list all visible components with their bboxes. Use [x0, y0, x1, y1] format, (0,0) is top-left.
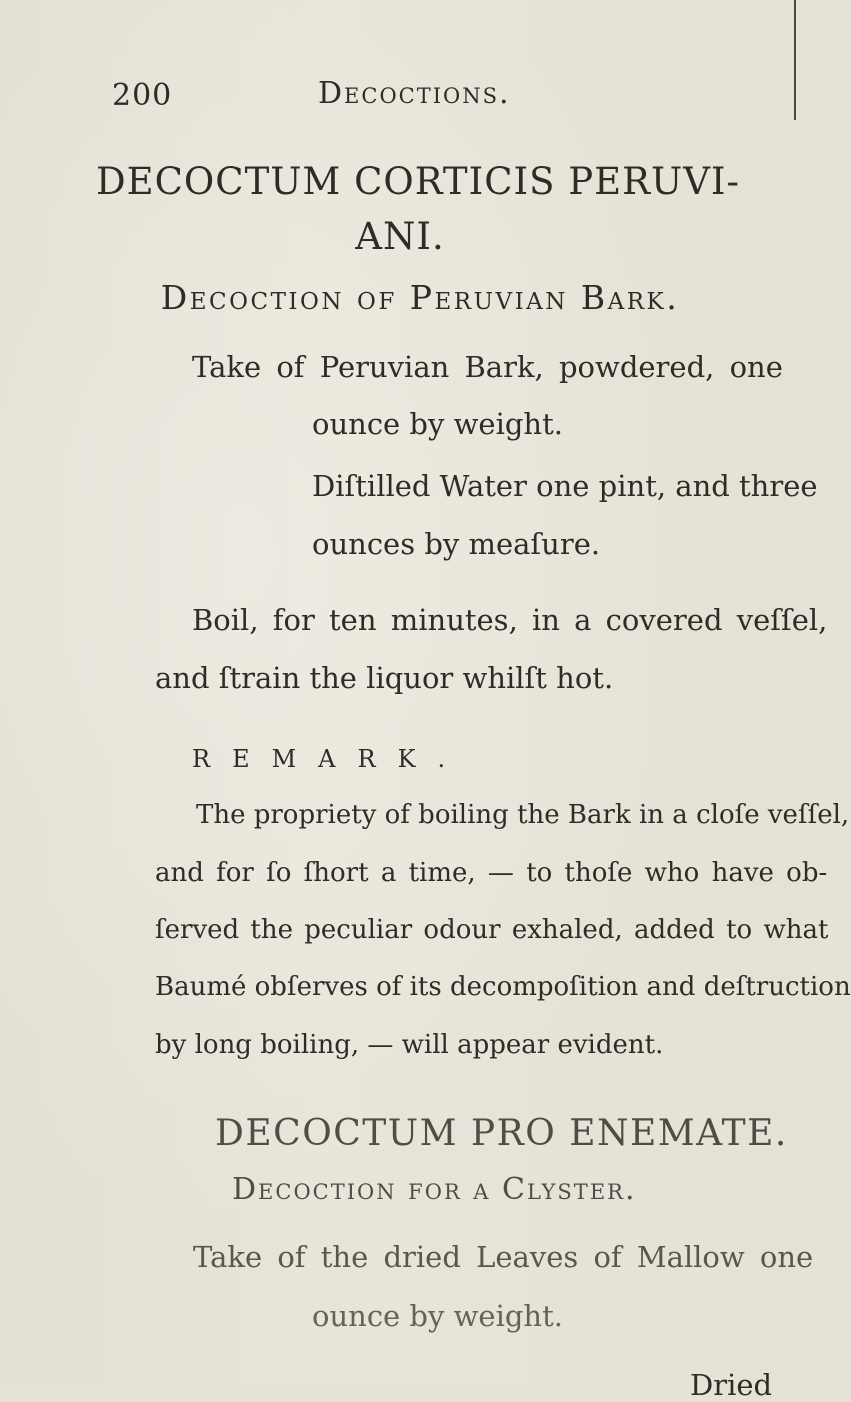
remark-line: The propriety of boiling the Bark in a cloſe veſſel,	[196, 800, 850, 830]
remark-line: Baumé obſerves of its decompoſition and deſtruction	[155, 972, 851, 1002]
ingredient-line: Diſtilled Water one pint, and three	[312, 469, 818, 503]
recipe-2-ingredient-line: ounce by weight.	[312, 1299, 563, 1333]
page-number: 200	[112, 78, 173, 113]
remark-line: ſerved the peculiar odour exhaled, added to what	[155, 915, 829, 945]
catchword: Dried	[690, 1368, 773, 1402]
ingredient-line: Take of Peruvian Bark, powdered, one	[192, 350, 783, 384]
ingredient-line: ounces by meaſure.	[312, 527, 601, 561]
remark-line: and for ſo ſhort a time, — to thoſe who have ob-	[155, 858, 828, 888]
page-edge-rule	[794, 0, 796, 120]
remark-heading: REMARK.	[192, 745, 468, 773]
recipe-subtitle: Decoction of Peruvian Bark.	[160, 278, 680, 317]
recipe-2-title: DECOCTUM PRO ENEMATE.	[215, 1113, 788, 1154]
recipe-2-subtitle: Decoction for a Clyster.	[232, 1172, 637, 1207]
directions-line: Boil, for ten minutes, in a covered veſſel,	[192, 603, 828, 637]
remark-line: by long boiling, — will appear evident.	[155, 1030, 664, 1060]
ingredient-line: ounce by weight.	[312, 407, 563, 441]
recipe-title-line-2: ANI.	[355, 215, 445, 258]
running-title: Decoctions.	[318, 76, 511, 111]
recipe-title-line-1: DECOCTUM CORTICIS PERUVI-	[95, 160, 741, 203]
directions-line: and ſtrain the liquor whilſt hot.	[155, 661, 614, 695]
recipe-2-ingredient-line: Take of the dried Leaves of Mallow one	[193, 1240, 814, 1274]
